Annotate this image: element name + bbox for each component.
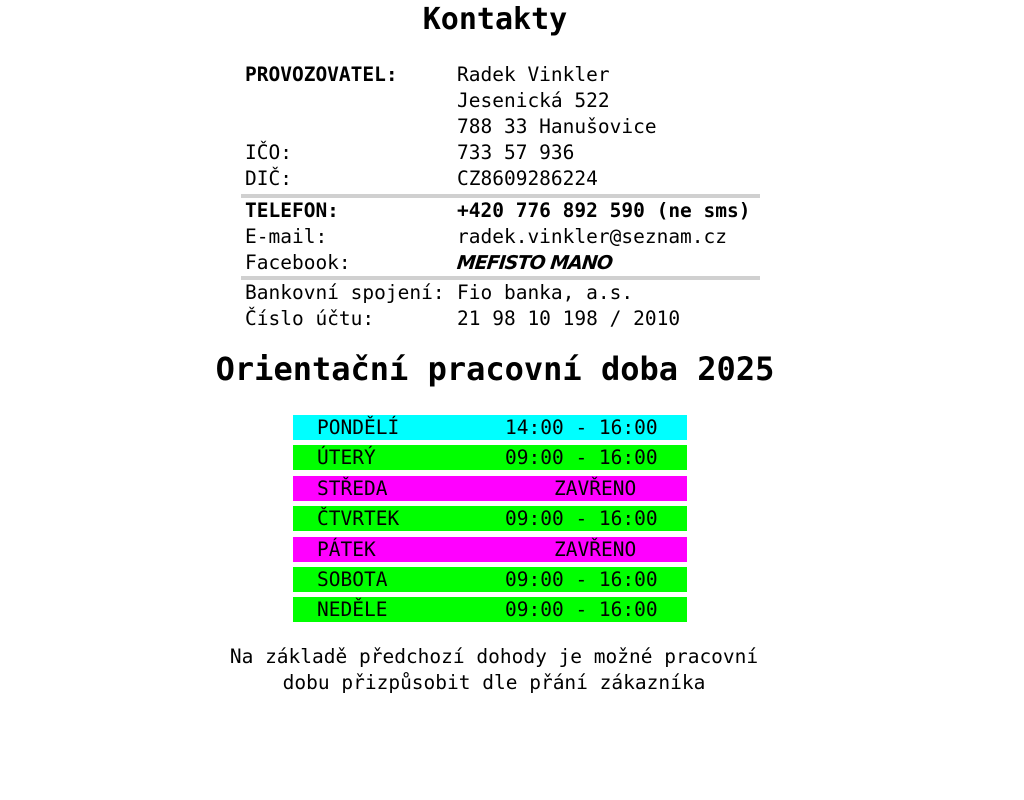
bank-row — [241, 280, 760, 306]
note-line-2: dobu přizpůsobit dle přání zákazníka — [282, 671, 706, 694]
phone-label: TELEFON: — [245, 199, 339, 222]
bank-value: Fio banka, a.s. — [457, 281, 634, 304]
bank-label: Bankovní spojení: — [245, 281, 445, 304]
hours-row-thursday — [293, 506, 687, 531]
phone-value[interactable]: +420 776 892 590 (ne sms) — [457, 199, 751, 222]
hours-row-saturday — [293, 567, 687, 592]
day-label: SOBOTA — [317, 567, 388, 591]
account-row — [241, 306, 760, 332]
dic-value: CZ8609286224 — [457, 167, 598, 190]
facebook-row — [241, 250, 760, 276]
city-row — [241, 114, 760, 140]
day-label: PÁTEK — [317, 537, 376, 561]
time-value: 09:00 - 16:00 — [505, 598, 658, 622]
day-label: ÚTERÝ — [317, 446, 376, 470]
schedule-note — [0, 644, 988, 696]
contacts-table — [241, 62, 760, 332]
hours-row-friday — [293, 537, 687, 562]
account-label: Číslo účtu: — [245, 307, 375, 330]
day-label: ČTVRTEK — [317, 507, 400, 531]
dic-label: DIČ: — [245, 167, 292, 190]
hours-title: Orientační pracovní doba 2025 — [215, 350, 775, 388]
opening-hours-table — [293, 415, 687, 628]
ico-label: IČO: — [245, 141, 292, 164]
time-value: 14:00 - 16:00 — [505, 416, 658, 439]
dic-row — [241, 166, 760, 192]
note-line-1: Na základě předchozí dohody je možné pracovní — [229, 645, 759, 668]
street-row — [241, 88, 760, 114]
operator-city: 788 33 Hanušovice — [457, 115, 657, 138]
ico-value: 733 57 936 — [457, 141, 575, 164]
hours-row-sunday — [293, 597, 687, 622]
hours-row-wednesday — [293, 476, 687, 501]
day-label: STŘEDA — [317, 476, 388, 500]
facebook-logo[interactable]: MEFISTO MANO — [455, 252, 614, 274]
operator-name: Radek Vinkler — [457, 63, 610, 86]
time-value: ZAVŘENO — [554, 476, 637, 500]
hours-row-monday — [293, 415, 687, 440]
time-value: ZAVŘENO — [554, 537, 637, 561]
time-value: 09:00 - 16:00 — [505, 567, 658, 591]
email-label: E-mail: — [245, 225, 328, 248]
day-label: PONDĚLÍ — [317, 416, 400, 439]
account-value: 21 98 10 198 / 2010 — [457, 307, 681, 330]
email-link[interactable]: radek.vinkler@seznam.cz — [457, 225, 728, 248]
ico-row — [241, 140, 760, 166]
phone-row — [241, 198, 760, 224]
hours-row-tuesday — [293, 445, 687, 470]
time-value: 09:00 - 16:00 — [505, 446, 658, 470]
email-row — [241, 224, 760, 250]
operator-row — [241, 62, 760, 88]
facebook-label: Facebook: — [245, 251, 351, 274]
facebook-link[interactable] — [457, 250, 612, 276]
contacts-title: Kontakty — [422, 2, 568, 37]
operator-street: Jesenická 522 — [457, 89, 610, 112]
day-label: NEDĚLE — [317, 598, 388, 622]
time-value: 09:00 - 16:00 — [505, 507, 658, 531]
operator-label: PROVOZOVATEL: — [245, 63, 398, 86]
